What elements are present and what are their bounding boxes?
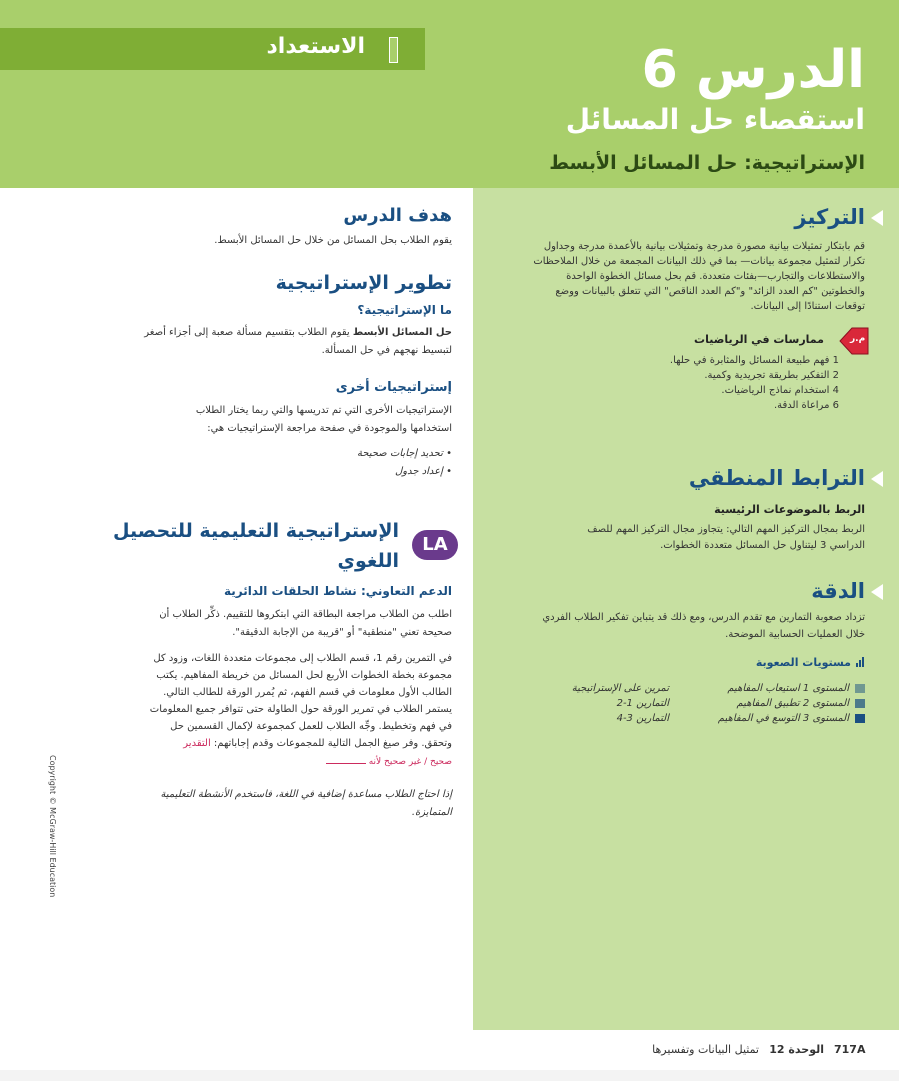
difficulty-bars-icon <box>856 657 865 667</box>
other-item: • إعداد جدول <box>394 466 452 477</box>
la-p2-line: يستمر الطلاب في تمرير الورقة حول الطاولة حتى تتوافر جميع المعلومات <box>149 704 452 715</box>
develop-heading: تطوير الإستراتيجية <box>275 272 452 294</box>
math-practices-icon <box>838 326 870 356</box>
develop-text-line1: يقوم الطلاب بتقسيم مسألة صعبة إلى أجزاء أصغر <box>144 327 350 338</box>
prep-tab-label: الاستعداد <box>266 34 365 59</box>
coherence-heading: الترابط المنطقي <box>688 466 865 490</box>
practice-item: 4 استخدام نماذج الرياضيات. <box>721 385 839 396</box>
focus-line: والخطوتين "كم العدد الزائد" و"كم العدد الناقص" التي تتعلق بالبيانات ووضع <box>555 286 865 297</box>
develop-text-line2: لتبسيط نهجهم في حل المسألة. <box>321 345 452 356</box>
level-2-icon <box>855 699 865 708</box>
lesson-number: الدرس 6 <box>641 40 865 100</box>
other-heading: إستراتيجيات أخرى <box>335 380 452 395</box>
la-subheading: الدعم التعاوني: نشاط الحلقات الدائرية <box>223 584 452 598</box>
coherence-line2: الدراسي 3 ليتناول حل المسائل متعددة الخطوات. <box>660 540 865 551</box>
difficulty-exercise: التمارين 1-2 <box>616 698 669 709</box>
other-item: • تحديد إجابات صحيحة <box>357 448 452 459</box>
focus-line: تكرار لتمثيل مجموعة بيانات— بما في ذلك البيانات المجمعة من خلال الملاحظات <box>533 256 865 267</box>
estimate-prompt <box>32 754 452 771</box>
math-practices-icon-label: م.ر <box>850 334 866 344</box>
rigor-heading: الدقة <box>811 579 865 603</box>
difficulty-heading: مستويات الصعوبة <box>755 656 851 669</box>
other-text-line2: استخدامها والموجودة في صفحة مراجعة الإستراتيجيات هي: <box>207 423 452 434</box>
difficulty-level: المستوى 2 تطبيق المفاهيم <box>736 698 849 709</box>
develop-term: حل المسائل الأبسط <box>352 327 452 338</box>
coherence-line1: الربط بمجال التركيز المهم التالي: يتجاوز مجال التركيز المهم للصف <box>587 524 865 535</box>
la-p2-line: في فهم وتخطيط. وجِّه الطلاب للعمل كمجموعة لإكمال القسمين حل <box>170 721 452 732</box>
estimate-label: التقدير <box>183 738 211 749</box>
lesson-title: استقصاء حل المسائل <box>565 103 865 136</box>
rigor-line1: تزداد صعوبة التمارين مع تقدم الدرس، ومع ذلك قد يتباين تفكير الطلاب الفردي <box>542 612 865 623</box>
triangle-icon <box>871 210 883 226</box>
develop-subheading: ما الإستراتيجية؟ <box>357 303 452 317</box>
copyright-credit <box>46 755 60 980</box>
footer-unit: الوحدة 12 <box>769 1043 824 1056</box>
difficulty-level: المستوى 3 التوسع في المفاهيم <box>717 713 849 724</box>
objective-text: يقوم الطلاب بحل المسائل من خلال حل المسائل الأبسط. <box>214 235 452 246</box>
la-p2-line: مجموعة بخطة الخطوات الأربع لحل المسائل من خريطة المفاهيم. يكتب <box>156 670 452 681</box>
strategy-subtitle: الإستراتيجية: حل المسائل الأبسط <box>549 152 865 174</box>
la-heading-line2: اللغوي <box>337 550 399 572</box>
objective-heading: هدف الدرس <box>343 205 452 226</box>
difficulty-level: المستوى 1 استيعاب المفاهيم <box>727 683 849 694</box>
other-text-line1: الإستراتيجيات الأخرى التي تم تدريسها والتي ربما يختار الطلاب <box>195 405 452 416</box>
difficulty-exercise: التمارين 3-4 <box>616 713 669 724</box>
la-p3-line2: المتمايزة. <box>411 807 452 818</box>
level-1-icon <box>855 684 865 693</box>
focus-heading: التركيز <box>794 205 865 229</box>
develop-text <box>32 324 452 341</box>
prep-tab <box>0 28 425 70</box>
answer-blank <box>326 763 366 764</box>
coherence-subheading: الربط بالموضوعات الرئيسية <box>714 503 865 516</box>
la-p2-line <box>32 735 452 752</box>
practice-item: 2 التفكير بطريقة تجريدية وكمية. <box>704 370 839 381</box>
estimate-prompt-text: صحيح / غير صحيح لأنه <box>368 757 452 767</box>
la-heading-line1: الإستراتيجية التعليمية للتحصيل <box>113 520 399 542</box>
la-p2-line6: وتحقق. وفر صيغ الجمل التالية للمجموعات وقدم إجاباتهم: <box>213 738 452 749</box>
focus-line: توقعات استنادًا إلى البيانات. <box>750 301 865 312</box>
prep-bar-icon <box>389 37 398 63</box>
la-badge: LA <box>412 530 458 560</box>
triangle-icon <box>871 471 883 487</box>
rigor-line2: خلال العمليات الحسابية الموضحة. <box>725 629 865 640</box>
la-p1-line2: صحيحة تعني "منطقية" أو "قريبة من الإجابة الدقيقة". <box>232 627 452 638</box>
triangle-icon <box>871 584 883 600</box>
focus-line: والاستطلاعات والتجارب—بفئات متعددة. قم بحل مسائل الخطوة الواحدة <box>566 271 865 282</box>
bottom-strip <box>0 1070 899 1081</box>
difficulty-exercise: تمرين على الإستراتيجية <box>571 683 669 694</box>
la-p1-line1: اطلب من الطلاب مراجعة البطاقة التي ابتكروها للتقييم. ذكِّر الطلاب أن <box>159 609 452 620</box>
practice-item: 6 مراعاة الدقة. <box>773 400 839 411</box>
footer-unit-title: تمثيل البيانات وتفسيرها <box>652 1043 759 1056</box>
la-p2-line: في التمرين رقم 1، قسم الطلاب إلى مجموعات متعددة اللغات، وزود كل <box>153 653 452 664</box>
level-3-icon <box>855 714 865 723</box>
copyright-text: Copyright © McGraw-Hill Education <box>48 755 57 898</box>
la-p3-line1: إذا احتاج الطلاب مساعدة إضافية في اللغة، فاستخدم الأنشطة التعليمية <box>160 789 452 800</box>
la-p2-line: الطالب الأول معلومات في قسم الفهم، ثم يُمرر الورقة للطالب التالي. <box>163 687 452 698</box>
practice-item: 1 فهم طبيعة المسائل والمثابرة في حلها. <box>669 355 839 366</box>
practices-heading: ممارسات في الرياضيات <box>694 333 824 346</box>
page-number: 717A <box>834 1043 866 1056</box>
focus-line: قم بابتكار تمثيلات بيانية مصورة مدرجة وتمثيلات بيانية بالأعمدة مدرجة وجداول <box>543 241 865 252</box>
